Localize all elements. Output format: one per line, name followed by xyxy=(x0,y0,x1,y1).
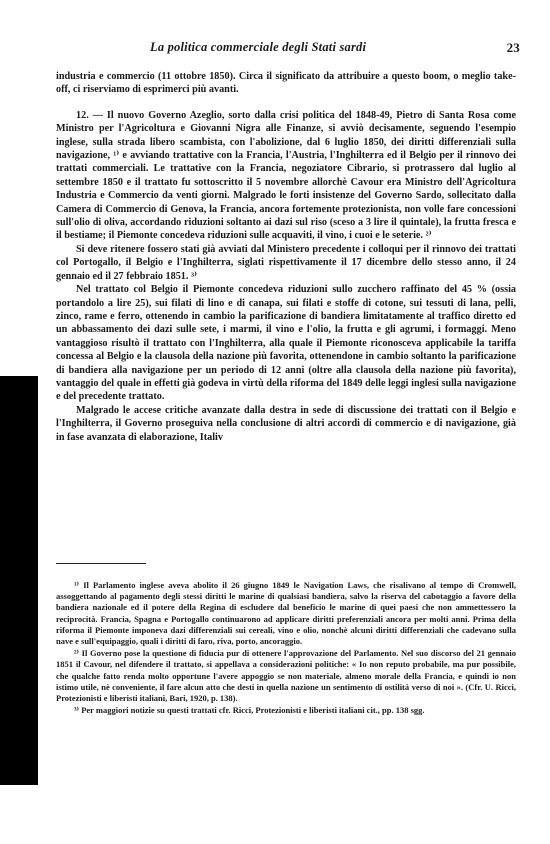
scan-binding-shadow xyxy=(0,630,38,785)
footnote-divider xyxy=(56,563,146,564)
footnote-3: ³⁾ Per maggiori notizie su questi trattati cfr. Ricci, Protezionisti e liberisti italiani cit., pp. 138 sgg. xyxy=(74,705,425,716)
paragraph: Si deve ritenere fossero stati già avviati dal Ministero precedente i colloqui per il rinnovo dei trattati col Portogallo, il Belgio e l'Inghilterra, siglati rispettivamente il 17 dicembre dello stesso anno, il 24 gennaio ed il 27 febbraio 1851. ³⁾ xyxy=(56,243,516,282)
footnote-1: ¹⁾ Il Parlamento inglese aveva abolito il 26 giugno 1849 le Navigation Laws, che risalivano al tempo di Cromwell, assoggettando al pagamento degli stessi diritti le marine di qualsiasi bandiera, salvo la riserva del cabotaggio a favore della bandiera nazionale ed il potere della Regina di escludere dal beneficio le marine di quei paesi che non ammettessero la reciprocità. Francia, Spagna e Portogallo continuarono ad applicare diritti preferenziali ancora per molti anni. Prima della riforma il Piemonte imponeva dazi differenziali sui cereali, vino e olio, nonchè alcuni diritti differenziali che cadevano sulla nave e sull'equipaggio, quali i diritti di faro, riva, porto, ancoraggio. xyxy=(56,580,516,647)
section-number: 12. — xyxy=(76,109,103,121)
paragraph-text: Il nuovo Governo Azeglio, sorto dalla crisi politica del 1848-49, Pietro di Santa Rosa come Ministro per l'Agricoltura e Giovanni Nigra alle Finanze, si avviò decisamente, seguendo l'esempio inglese, sulla strada libero scambista, con l'abolizione, dal 6 luglio 1850, dei diritti differenziali sulla navigazione, ¹⁾ e avviando trattative con la Francia, l'Austria, l'Inghilterra ed il Belgio per il rinnovo dei trattati commerciali. Le trattative con la Francia, negoziatore Cibrario, si protrassero dal luglio al settembre 1850 e il trattato fu sottoscritto il 5 novembre allorchè Cavour era Ministro dell'Agricoltura Industria e Commercio da venti giorni. Malgrado le forti insistenze del Governo Sardo, sollecitato dalla Camera di Commercio di Genova, la Francia, ancora fortemente protezionista, non volle fare concessioni sull'olio di oliva, accordando riduzioni soltanto ai dazi sul riso (sceso a 3 lire il quintale), la frutta fresca e il bestiame; il Piemonte concedeva riduzioni sulle acquaviti, il vino, i cuoi e le seterie. ²⁾ xyxy=(56,109,517,242)
scan-binding-shadow xyxy=(0,376,38,630)
paragraph: Malgrado le accese critiche avanzate dalla destra in sede di discussione dei trattati con il Belgio e l'Inghilterra, il Governo proseguiva nella conclusione di altri accordi di commercio e di navigazione, già in fase avanzata di elaborazione, Italiv xyxy=(56,404,516,443)
body-text xyxy=(56,70,516,444)
paragraph-continuation: industria e commercio (11 ottobre 1850). Circa il significato da attribuire a questo boom, o meglio take-off, ci riserviamo di esprimerci più avanti. xyxy=(56,71,516,96)
paragraph: Nel trattato col Belgio il Piemonte concedeva riduzioni sullo zucchero raffinato del 45 % (ossia portandolo a lire 25), sui filati di lino e di canapa, sui filati e stoffe di cotone, sui tessuti di lana, pelli, zinco, rame e ferro, ottenendo in cambio la parificazione di bandiera limitatamente al traffico diretto ed un abbassamento dei dazi sulle sete, i marmi, il vino e l'olio, la frutta e gli agrumi, i formaggi. Meno vantaggioso risultò il trattato con l'Inghilterra, alla quale il Piemonte riconosceva applicabile la tariffa concessa al Belgio e la clausola della nazione più favorita, ottenendone in cambio soltanto la parificazione di bandiera alla navigazione per un periodo di 12 anni (oltre alla clausola della nazione più favorita), vantaggio del quale in effetti già godeva in virtù della riforma del 1849 delle leggi inglesi sulla navigazione e del precedente trattato. xyxy=(56,284,516,403)
footnotes xyxy=(56,580,516,717)
running-title: La politica commerciale degli Stati sardi xyxy=(150,40,367,54)
footnote-2: ²⁾ Il Governo pose la questione di fiducia pur di ottenere l'approvazione del Parlamento. Nel suo discorso del 21 gennaio 1851 il Cavour, nel difendere il trattato, si appellava a considerazioni politiche: « Io non reputo probabile, ma pur possibile, che qualche fatto renda molto opportune l'avere appoggio se non materiale, almeno morale della Francia, e quindi io non istimo utile, nè conveniente, il fare alcun atto che desti in quella nazione un sentimento di ostilità verso di noi ». (Cfr. U. Ricci, Protezionisti e liberisti italiani, Bari, 1920, p. 138). xyxy=(56,648,516,704)
running-header xyxy=(150,40,520,55)
page-number: 23 xyxy=(506,40,520,55)
paragraph-section-12 xyxy=(56,109,516,243)
